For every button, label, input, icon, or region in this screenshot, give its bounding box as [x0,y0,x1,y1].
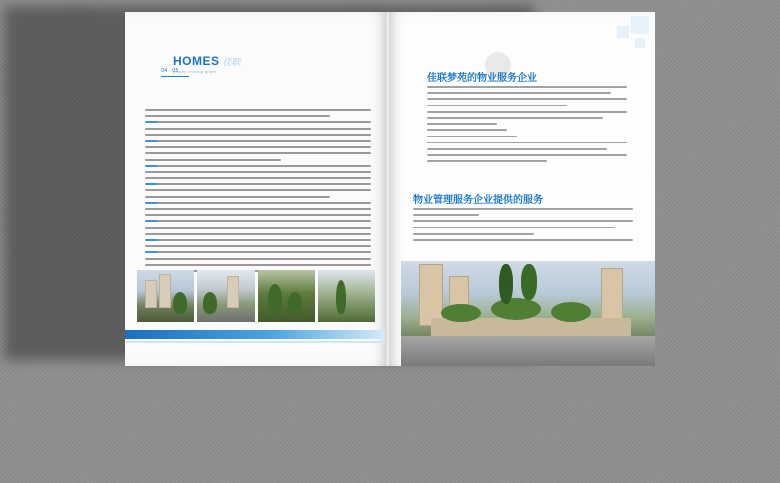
tree-shape [499,264,513,304]
text-line [145,115,330,117]
tree-shape [268,284,282,314]
tower-shape [419,264,443,326]
brochure-spread [125,12,655,366]
text-line [413,227,615,229]
deco-square [617,26,629,38]
text-line [145,189,371,191]
photo-garden [258,270,315,322]
decorative-squares [595,12,655,62]
building-shape [227,276,239,308]
shrub-shape [491,298,541,320]
logo-text: HOMES [173,54,220,68]
text-line [427,142,627,144]
page-number-underline [161,76,189,77]
page-number: 04 · 05 [161,68,179,74]
text-line [427,160,547,162]
text-line [427,148,607,150]
text-line [427,154,627,156]
text-line [145,152,371,154]
text-line [427,117,603,119]
text-line [427,136,517,138]
landscape-rendering [401,261,655,366]
text-line [145,233,371,235]
photo-palm-path [318,270,375,322]
tree-shape [203,292,217,314]
text-line [427,129,507,131]
text-line [427,123,497,125]
text-line [145,177,371,179]
text-line [145,140,371,142]
text-line [413,214,479,216]
text-line [145,159,281,161]
tree-shape [521,264,537,300]
section1-body-text [427,86,627,166]
road-shape [401,336,655,366]
right-page [389,12,655,366]
text-line [413,239,633,241]
text-line [145,208,371,210]
deco-square [631,16,649,34]
text-line [145,183,371,185]
text-line [145,109,371,111]
footer-thin-line [125,341,387,343]
blue-footer-band [125,330,387,339]
text-line [427,111,627,113]
brochure-logo [173,50,241,74]
section2-body-text [413,208,633,245]
shrub-shape [441,304,481,322]
text-line [427,98,627,100]
logo-cn-text: 佳联 [222,58,241,68]
text-line [413,233,534,235]
building-shape [159,274,171,308]
text-line [145,134,371,136]
photo-strip [137,270,375,322]
text-line [145,196,330,198]
text-line [145,214,371,216]
text-line [145,258,371,260]
section-title-property-company: 佳联梦苑的物业服务企业 [427,73,537,84]
text-line [145,227,371,229]
text-line [145,165,371,167]
text-line [145,245,371,247]
text-line [427,86,627,88]
shrub-shape [551,302,591,322]
text-line [427,105,567,107]
photo-residential-towers [137,270,194,322]
text-line [145,121,371,123]
text-line [413,220,633,222]
deco-square [635,38,645,48]
tree-shape [336,280,346,314]
text-line [145,239,371,241]
text-line [145,220,371,222]
text-line [145,264,371,266]
text-line [145,202,371,204]
photo-courtyard [197,270,254,322]
text-line [145,171,371,173]
text-line [427,92,611,94]
text-line [145,146,371,148]
tree-shape [288,292,302,314]
left-body-text [145,109,371,276]
logo-subtitle: pinghe chrxing graph [173,70,217,74]
text-line [145,128,371,130]
building-shape [145,280,157,308]
left-page [125,12,387,366]
tree-shape [173,292,187,314]
text-line [145,251,371,253]
section-title-services: 物业管理服务企业提供的服务 [413,195,543,206]
text-line [413,208,633,210]
